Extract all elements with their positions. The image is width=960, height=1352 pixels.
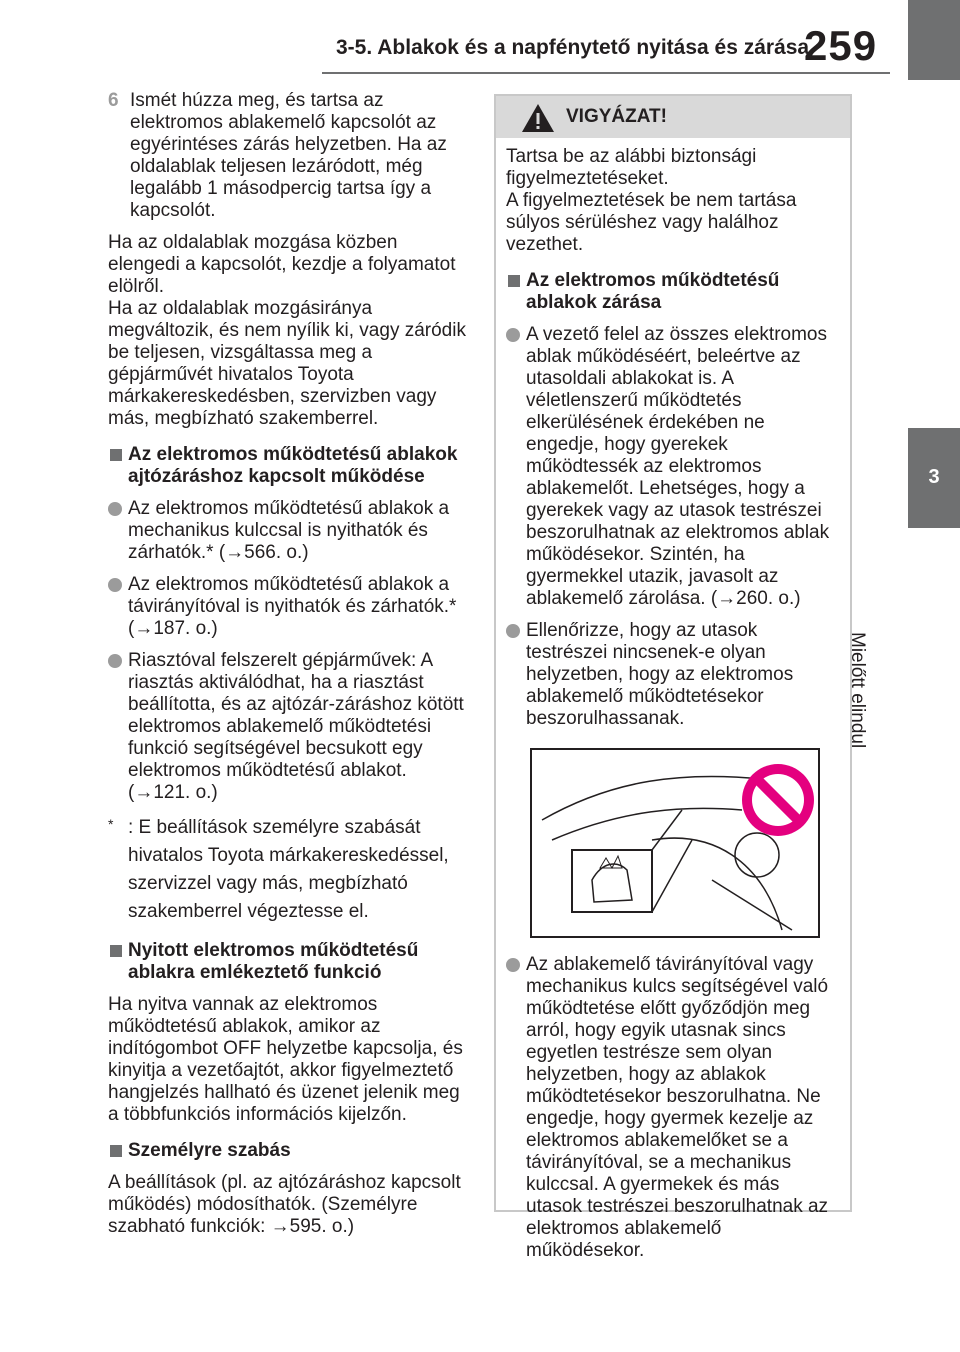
section-heading: Nyitott elektromos működtetésű ablakra emlékeztető funkció bbox=[108, 940, 468, 984]
dot-bullet-icon bbox=[506, 958, 520, 972]
step-text: Ismét húzza meg, és tartsa az elektromos ablakemelő kapcsolót az egyérintéses zárás helyzetben. Ha az oldalablak teljesen lezáródott, még legalább 1 másodpercig tartsa így a kapcsolót. bbox=[130, 90, 447, 221]
step-number: 6 bbox=[108, 90, 119, 111]
dot-bullet-icon bbox=[506, 624, 520, 638]
warning-item: A vezető felel az összes elektromos ablak működéséért, beleértve az utasoldali ablakokat is. A véletlenszerű működtetés elkerülésének érdekében ne engedje, hogy gyerekek működtessék az elektromos ablakemelőt. Lehetséges, hogy a gyerekek vagy az utasok testrészei beszorulhatnak az elektromos ablak működésekor. Szintén, ha gyermekkel utazik, javasolt az ablakemelő zárolása. (→260. o.) bbox=[506, 324, 836, 610]
dot-bullet-icon bbox=[506, 328, 520, 342]
step-6 bbox=[108, 90, 468, 222]
warning-intro: A figyelmeztetések be nem tartása súlyos sérüléshez vagy halálhoz vezethet. bbox=[506, 190, 797, 255]
footnote-star: * bbox=[108, 816, 114, 832]
chapter-tab bbox=[908, 428, 960, 528]
header-rule bbox=[322, 72, 890, 74]
dot-bullet-icon bbox=[108, 578, 122, 592]
dot-bullet-icon bbox=[108, 502, 122, 516]
square-bullet-icon bbox=[508, 275, 520, 287]
warning-section-heading: Az elektromos működtetésű ablakok zárása bbox=[506, 270, 836, 314]
square-bullet-icon bbox=[110, 449, 122, 461]
warning-triangle-icon bbox=[520, 102, 556, 134]
warning-item: Ellenőrizze, hogy az utasok testrészei nincsenek-e olyan helyzetben, hogy az elektromos ablakemelő működtetésekor beszorulhassanak. bbox=[506, 620, 836, 730]
chapter-number: 3 bbox=[928, 466, 940, 488]
warning-item: Az ablakemelő távirányítóval vagy mechanikus kulcs segítségével való működtetése előtt győződjön meg arról, hogy egyik utasnak sincs egyetlen testrésze sem olyan helyzetben, hogy az ablakok működtetésekor beszorulhatna. Ne engedje, hogy gyermek kezelje az elektromos ablakemelőket se a távirányítóval, se a mechanikus kulccsal. A gyermekek és más utasok testrészei beszorulhatnak az elektromos ablakemelő működésekor. bbox=[506, 954, 836, 1262]
warning-title: VIGYÁZAT! bbox=[566, 106, 667, 127]
section-heading: Az elektromos működtetésű ablakok ajtózáráshoz kapcsolt működése bbox=[108, 444, 468, 488]
section-heading: Személyre szabás bbox=[108, 1140, 468, 1162]
chapter-label: Mielőtt elindul bbox=[847, 632, 868, 749]
paragraph: A beállítások (pl. az ajtózáráshoz kapcsolt működés) módosíthatók. (Személyre szabható funkciók: →595. o.) bbox=[108, 1172, 461, 1237]
list-item: Riasztóval felszerelt gépjárművek: A riasztás aktiválódhat, ha a riasztást beállította, és az ajtózár-záráshoz kötött elektromos ablakemelő működtetési funkció segítségével becsukott egy elektromos működtetésű ablakot. (→121. o.) bbox=[108, 650, 468, 804]
warning-box bbox=[494, 94, 852, 1261]
warning-intro: Tartsa be az alábbi biztonsági figyelmeztetéseket. bbox=[506, 146, 757, 189]
window-pinch-illustration bbox=[530, 748, 820, 938]
paragraph: Ha az oldalablak mozgásiránya megváltozik, és nem nyílik ki, vagy záródik be teljesen, vizsgáltassa meg a gépjárművét hivatalos Toyota márkakereskedésben, szervizben vagy más, megbízható szakemberrel. bbox=[108, 298, 466, 429]
dot-bullet-icon bbox=[108, 654, 122, 668]
car-interior-drawing bbox=[532, 750, 818, 936]
top-side-tab bbox=[908, 0, 960, 80]
paragraph: Ha az oldalablak mozgása közben elengedi a kapcsolót, kezdje a folyamatot elölről. bbox=[108, 232, 456, 297]
page-number: 259 bbox=[804, 22, 878, 69]
square-bullet-icon bbox=[110, 945, 122, 957]
page-header bbox=[0, 0, 960, 80]
section-title: 3-5. Ablakok és a napfénytető nyitása és zárása bbox=[336, 36, 810, 59]
square-bullet-icon bbox=[110, 1145, 122, 1157]
warning-header bbox=[496, 96, 850, 138]
paragraph: Ha nyitva vannak az elektromos működtetésű ablakok, amikor az indítógombot OFF helyzetbe kapcsolja, és kinyitja a vezetőajtót, akkor figyelmeztető hangjelzés hallható és üzenet jelenik meg a többfunkciós információs kijelzőn. bbox=[108, 994, 463, 1125]
footnote: * : E beállítások személyre szabását hivatalos Toyota márkakereskedéssel, szervizzel vagy más, megbízható szakemberrel végeztesse el. bbox=[108, 814, 468, 926]
left-column bbox=[108, 90, 468, 1248]
list-item: Az elektromos működtetésű ablakok a távirányítóval is nyithatók és zárhatók.* (→187. o.) bbox=[108, 574, 468, 640]
warning-body bbox=[506, 146, 836, 1272]
list-item: Az elektromos működtetésű ablakok a mechanikus kulccsal is nyithatók és zárhatók.* (→566. o.) bbox=[108, 498, 468, 564]
